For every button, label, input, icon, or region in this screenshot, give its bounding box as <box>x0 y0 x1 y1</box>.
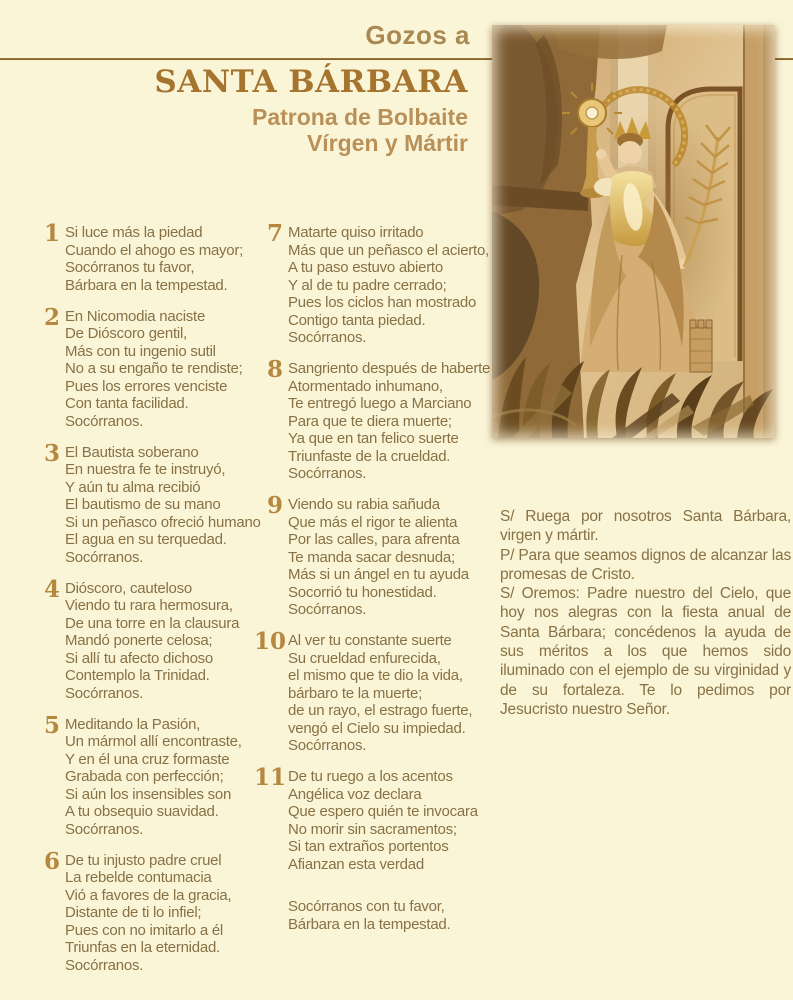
verse <box>254 220 490 347</box>
page-title: SANTA BÁRBARA <box>154 64 468 100</box>
refrain-line: Socórranos con tu favor, <box>288 898 445 915</box>
verse-line: Y al de tu padre cerrado; <box>288 276 447 294</box>
verse-line: Y en él una cruz formaste <box>65 750 230 768</box>
verse-line: En Nicomodia naciste <box>65 307 206 325</box>
verse-line: Socórranos. <box>65 820 144 838</box>
verse-line: vengó el Cielo su impiedad. <box>288 719 466 737</box>
verse-line: Que espero quién te invocara <box>288 803 478 820</box>
verse-line: el mismo que te dio la vida, <box>288 667 463 684</box>
verse <box>44 220 261 294</box>
verse-line: Socórranos tu favor, <box>65 259 195 276</box>
verse <box>44 711 261 839</box>
statue-illustration <box>492 25 775 438</box>
verse-line: El Bautista soberano <box>65 443 199 461</box>
verse-number: 11 <box>254 764 287 791</box>
verse-line: De tu ruego a los acentos <box>288 768 453 785</box>
verse-line: Socórranos. <box>288 329 367 346</box>
verse-line: Te manda sacar desnuda; <box>288 548 455 566</box>
verse-number: 3 <box>44 439 61 467</box>
verse-line: Triunfaste de la crueldad. <box>288 447 451 465</box>
verse <box>254 764 490 873</box>
verse <box>254 628 490 755</box>
santa-barbara-statue-photo <box>492 25 775 438</box>
verse <box>44 575 261 703</box>
verse-line: De una torre en la clausura <box>65 614 240 632</box>
verse <box>44 847 261 975</box>
verse-line: Contigo tanta piedad. <box>288 311 426 329</box>
verse-line: A tu obsequio suavidad. <box>65 803 219 820</box>
prayer-paragraph: P/ Para que seamos dignos de alcanzar las promesas de Cristo. <box>500 546 791 583</box>
subtitle-patrona: Patrona de Bolbaite <box>252 104 468 130</box>
verse-line: Si tan extraños portentos <box>288 838 449 855</box>
prayers-block <box>500 507 791 719</box>
verse-line: Ya que en tan felico suerte <box>288 430 459 447</box>
verse-line: Con tanta facilidad. <box>65 395 189 412</box>
verse-line: De Dióscoro gentil, <box>65 325 187 342</box>
verses-column-left <box>44 220 261 988</box>
verse-number: 4 <box>44 575 61 603</box>
verse-line: Si aún los insensibles son <box>65 785 232 803</box>
verse-line: Socórranos. <box>65 548 144 566</box>
prayer-paragraph: S/ Ruega por nosotros Santa Bárbara, virgen y mártir. <box>500 508 791 545</box>
verse-line: Más que un peñasco el acierto, <box>288 241 489 259</box>
verse-line: Cuando el ahogo es mayor; <box>65 241 244 259</box>
verse-line: Dióscoro, cauteloso <box>65 579 192 597</box>
subtitle-virgen: Vírgen y Mártir <box>306 130 468 156</box>
refrain <box>288 898 490 933</box>
verse-number: 6 <box>44 847 61 875</box>
verse-number: 10 <box>254 628 287 655</box>
verse-line: El bautismo de su mano <box>65 496 221 513</box>
verse-line: Socórranos. <box>288 601 367 618</box>
verse-line: Si luce más la piedad <box>65 224 203 241</box>
verse-number: 8 <box>266 356 283 383</box>
verse-number: 9 <box>266 492 283 519</box>
verse-line: Vió a favores de la gracia, <box>65 886 232 904</box>
verse <box>254 356 491 483</box>
verse-line: Viendo su rabia sañuda <box>288 496 440 513</box>
verse-line: Atormentado inhumano, <box>288 377 443 395</box>
verse <box>44 303 261 431</box>
verse-line: Grabada con perfección; <box>65 768 224 785</box>
verse-line: Matarte quiso irritado <box>288 224 424 241</box>
refrain-line: Bárbara en la tempestad. <box>288 915 451 933</box>
verse-line: No morir sin sacramentos; <box>288 820 457 838</box>
verse-line: Por las calles, para afrenta <box>288 531 460 548</box>
verse-line: Para que te diera muerte; <box>288 412 452 430</box>
verse-line: Sangriento después de haberte <box>288 360 491 377</box>
verse-line: La rebelde contumacia <box>65 869 212 886</box>
verse-line: Distante de ti lo infiel; <box>65 904 202 921</box>
verse-number: 2 <box>44 303 61 331</box>
verse-line: No a su engaño te rendiste; <box>65 360 243 377</box>
verse-line: A tu paso estuvo abierto <box>288 259 443 276</box>
title-block <box>0 64 468 156</box>
verse-line: Y aún tu alma recibió <box>65 478 201 496</box>
verse-line: En nuestra fe te instruyó, <box>65 461 226 478</box>
verse-line: Afianzan esta verdad <box>288 855 424 873</box>
verse-line: Al ver tu constante suerte <box>288 632 452 649</box>
verse-line: de un rayo, el estrago fuerte, <box>288 702 473 719</box>
verse-line: Pues los ciclos han mostrado <box>288 294 477 311</box>
verse-line: Meditando la Pasión, <box>65 715 201 733</box>
verse-line: Triunfas en la eternidad. <box>65 939 220 956</box>
verse-line: Socórranos. <box>65 412 144 430</box>
verse-line: Socorrió tu honestidad. <box>288 583 437 601</box>
verse-line: Su crueldad enfurecida, <box>288 649 441 667</box>
verse-line: Bárbara en la tempestad. <box>65 276 228 294</box>
verse-line: Más si un ángel en tu ayuda <box>288 566 469 583</box>
verse-line: Socórranos. <box>288 737 367 754</box>
verses-column-middle <box>254 220 491 933</box>
verse-line: Pues los errores venciste <box>65 377 228 395</box>
verse-number: 5 <box>44 711 61 739</box>
verse <box>254 492 490 619</box>
verse-line: El agua en su terquedad. <box>65 531 227 548</box>
verse-line: Contemplo la Trinidad. <box>65 667 210 684</box>
verse-number: 1 <box>44 220 61 247</box>
verse-line: Socórranos. <box>288 465 367 482</box>
verse-line: Que más el rigor te alienta <box>288 513 458 531</box>
verse <box>44 439 261 567</box>
verse-line: Viendo tu rara hermosura, <box>65 597 233 614</box>
verse-line: bárbaro te la muerte; <box>288 684 422 702</box>
verse-line: Si allí tu afecto dichoso <box>65 649 214 667</box>
verse-line: Más con tu ingenio sutil <box>65 342 216 360</box>
verse-line: De tu injusto padre cruel <box>65 851 222 869</box>
verse-number: 7 <box>266 220 283 247</box>
verse-line: Pues con no imitarlo a él <box>65 921 224 939</box>
pretitle: Gozos a <box>365 20 470 50</box>
verse-line: Te entregó luego a Marciano <box>288 395 472 412</box>
verse-line: Socórranos. <box>65 956 144 974</box>
verse-line: Mandó ponerte celosa; <box>65 632 213 649</box>
verse-line: Un mármol allí encontraste, <box>65 733 242 750</box>
verse-line: Socórranos. <box>65 684 144 702</box>
verse-line: Angélica voz declara <box>288 785 422 803</box>
verse-line: Si un peñasco ofreció humano <box>65 513 261 531</box>
prayer-paragraph: S/ Oremos: Padre nuestro del Cielo, que hoy nos alegras con la fiesta anual de Santa Bárbara; concédenos la ayuda de sus méritos a los que hemos sido iluminado con el ejemplo de su virginidad y de su fortaleza. Te lo pedimos por Jesucristo nuestro Señor. <box>500 585 791 718</box>
